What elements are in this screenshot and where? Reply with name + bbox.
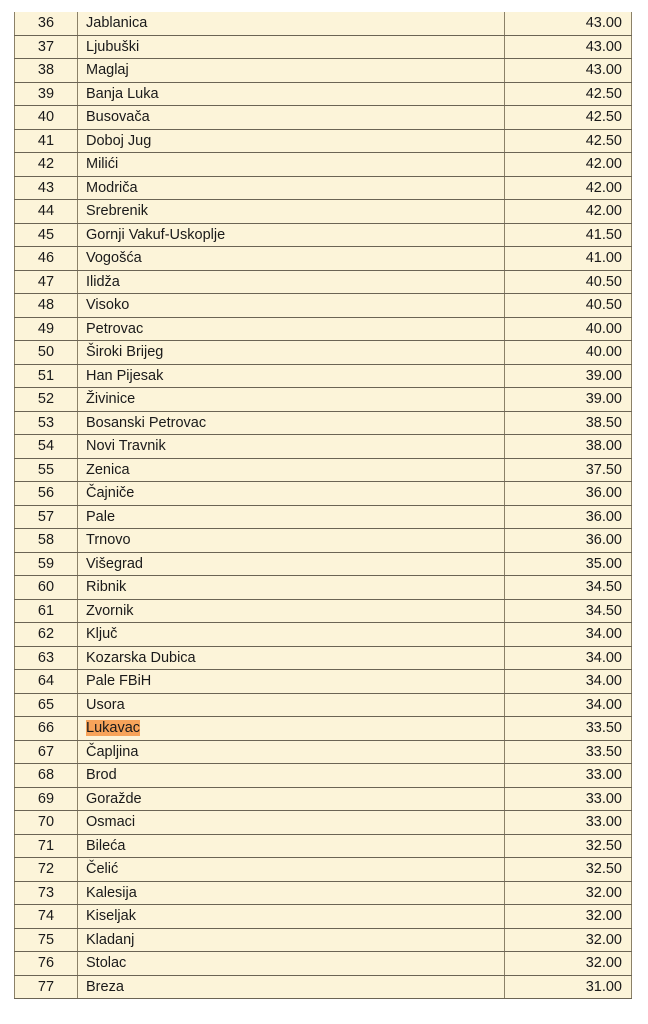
score-cell: 34.50 — [505, 599, 632, 623]
municipality-name: Živinice — [86, 391, 136, 408]
rank-cell: 70 — [15, 811, 78, 835]
municipality-cell — [78, 106, 505, 130]
score-cell: 40.00 — [505, 317, 632, 341]
score-cell: 39.00 — [505, 388, 632, 412]
rank-cell: 67 — [15, 740, 78, 764]
municipality-name: Stolac — [86, 955, 127, 972]
municipality-name: Zenica — [86, 461, 130, 478]
score-cell: 36.00 — [505, 482, 632, 506]
municipality-cell — [78, 717, 505, 741]
rank-cell: 71 — [15, 834, 78, 858]
table-row — [15, 905, 632, 929]
table-row — [15, 200, 632, 224]
rank-cell: 47 — [15, 270, 78, 294]
municipality-name: Kladanj — [86, 931, 135, 948]
municipality-name: Goražde — [86, 790, 142, 807]
table-row — [15, 129, 632, 153]
table-row — [15, 12, 632, 35]
score-cell: 40.00 — [505, 341, 632, 365]
score-cell: 38.50 — [505, 411, 632, 435]
municipality-name: Brod — [86, 767, 117, 784]
municipality-cell — [78, 834, 505, 858]
municipality-name: Trnovo — [86, 532, 131, 549]
municipality-cell — [78, 529, 505, 553]
table-row — [15, 505, 632, 529]
municipality-name: Breza — [86, 978, 124, 995]
table-row — [15, 717, 632, 741]
municipality-name: Milići — [86, 156, 119, 173]
municipality-cell — [78, 270, 505, 294]
table-row — [15, 975, 632, 999]
municipality-name: Pale — [86, 508, 116, 525]
table-row — [15, 341, 632, 365]
municipality-cell — [78, 482, 505, 506]
municipality-cell — [78, 411, 505, 435]
table-row — [15, 552, 632, 576]
municipality-cell — [78, 12, 505, 35]
score-cell: 39.00 — [505, 364, 632, 388]
table-row — [15, 646, 632, 670]
municipality-cell — [78, 975, 505, 999]
ranking-table — [14, 12, 632, 999]
rank-cell: 41 — [15, 129, 78, 153]
score-cell: 42.50 — [505, 129, 632, 153]
municipality-cell — [78, 740, 505, 764]
municipality-name: Maglaj — [86, 62, 129, 79]
table-row — [15, 858, 632, 882]
municipality-cell — [78, 364, 505, 388]
municipality-name: Kiseljak — [86, 908, 136, 925]
municipality-cell — [78, 811, 505, 835]
rank-cell: 77 — [15, 975, 78, 999]
municipality-cell — [78, 294, 505, 318]
highlighted-municipality-name: Lukavac — [86, 720, 141, 737]
municipality-cell — [78, 505, 505, 529]
municipality-cell — [78, 952, 505, 976]
table-row — [15, 153, 632, 177]
table-row — [15, 881, 632, 905]
municipality-cell — [78, 35, 505, 59]
table-row — [15, 223, 632, 247]
municipality-cell — [78, 881, 505, 905]
municipality-name: Kozarska Dubica — [86, 649, 196, 666]
rank-cell: 39 — [15, 82, 78, 106]
municipality-cell — [78, 646, 505, 670]
municipality-name: Pale FBiH — [86, 673, 152, 690]
table-row — [15, 740, 632, 764]
score-cell: 36.00 — [505, 505, 632, 529]
table-row — [15, 388, 632, 412]
municipality-name: Bosanski Petrovac — [86, 414, 207, 431]
municipality-cell — [78, 623, 505, 647]
municipality-cell — [78, 787, 505, 811]
table-row — [15, 693, 632, 717]
rank-cell: 53 — [15, 411, 78, 435]
municipality-name: Han Pijesak — [86, 367, 164, 384]
score-cell: 32.00 — [505, 928, 632, 952]
municipality-cell — [78, 153, 505, 177]
score-cell: 42.00 — [505, 153, 632, 177]
rank-cell: 54 — [15, 435, 78, 459]
municipality-name: Višegrad — [86, 555, 143, 572]
score-cell: 34.50 — [505, 576, 632, 600]
municipality-cell — [78, 59, 505, 83]
rank-cell: 38 — [15, 59, 78, 83]
score-cell: 34.00 — [505, 693, 632, 717]
municipality-cell — [78, 129, 505, 153]
rank-cell: 68 — [15, 764, 78, 788]
municipality-name: Gornji Vakuf-Uskoplje — [86, 226, 226, 243]
table-row — [15, 411, 632, 435]
table-row — [15, 928, 632, 952]
municipality-name: Vogošća — [86, 250, 142, 267]
score-cell: 43.00 — [505, 12, 632, 35]
rank-cell: 60 — [15, 576, 78, 600]
score-cell: 43.00 — [505, 59, 632, 83]
municipality-name: Ribnik — [86, 579, 127, 596]
rank-cell: 57 — [15, 505, 78, 529]
rank-cell: 69 — [15, 787, 78, 811]
municipality-cell — [78, 82, 505, 106]
rank-cell: 37 — [15, 35, 78, 59]
score-cell: 40.50 — [505, 294, 632, 318]
municipality-cell — [78, 552, 505, 576]
score-cell: 34.00 — [505, 623, 632, 647]
ranking-table-body — [15, 12, 632, 999]
table-row — [15, 294, 632, 318]
rank-cell: 46 — [15, 247, 78, 271]
municipality-name: Jablanica — [86, 15, 148, 32]
score-cell: 33.00 — [505, 787, 632, 811]
rank-cell: 61 — [15, 599, 78, 623]
rank-cell: 45 — [15, 223, 78, 247]
rank-cell: 74 — [15, 905, 78, 929]
rank-cell: 63 — [15, 646, 78, 670]
table-row — [15, 106, 632, 130]
table-row — [15, 952, 632, 976]
score-cell: 36.00 — [505, 529, 632, 553]
score-cell: 31.00 — [505, 975, 632, 999]
table-row — [15, 59, 632, 83]
rank-cell: 64 — [15, 670, 78, 694]
municipality-cell — [78, 764, 505, 788]
table-row — [15, 576, 632, 600]
municipality-name: Ilidža — [86, 273, 120, 290]
municipality-cell — [78, 435, 505, 459]
score-cell: 33.50 — [505, 740, 632, 764]
rank-cell: 48 — [15, 294, 78, 318]
municipality-cell — [78, 576, 505, 600]
table-row — [15, 764, 632, 788]
score-cell: 34.00 — [505, 670, 632, 694]
score-cell: 41.00 — [505, 247, 632, 271]
municipality-name: Bileća — [86, 837, 126, 854]
municipality-name: Novi Travnik — [86, 438, 166, 455]
municipality-cell — [78, 928, 505, 952]
score-cell: 32.50 — [505, 858, 632, 882]
municipality-name: Čelić — [86, 861, 119, 878]
municipality-cell — [78, 388, 505, 412]
table-row — [15, 317, 632, 341]
score-cell: 41.50 — [505, 223, 632, 247]
municipality-cell — [78, 858, 505, 882]
score-cell: 32.00 — [505, 881, 632, 905]
table-row — [15, 787, 632, 811]
rank-cell: 76 — [15, 952, 78, 976]
municipality-name: Visoko — [86, 297, 130, 314]
municipality-cell — [78, 223, 505, 247]
rank-cell: 72 — [15, 858, 78, 882]
municipality-cell — [78, 247, 505, 271]
score-cell: 37.50 — [505, 458, 632, 482]
score-cell: 32.00 — [505, 905, 632, 929]
municipality-name: Zvornik — [86, 602, 134, 619]
municipality-name: Busovača — [86, 109, 150, 126]
municipality-cell — [78, 599, 505, 623]
table-row — [15, 270, 632, 294]
table-row — [15, 35, 632, 59]
municipality-cell — [78, 200, 505, 224]
table-row — [15, 834, 632, 858]
rank-cell: 73 — [15, 881, 78, 905]
municipality-cell — [78, 176, 505, 200]
table-row — [15, 247, 632, 271]
rank-cell: 52 — [15, 388, 78, 412]
table-row — [15, 811, 632, 835]
score-cell: 32.50 — [505, 834, 632, 858]
table-row — [15, 599, 632, 623]
score-cell: 42.00 — [505, 176, 632, 200]
rank-cell: 58 — [15, 529, 78, 553]
rank-cell: 36 — [15, 12, 78, 35]
municipality-cell — [78, 670, 505, 694]
municipality-cell — [78, 317, 505, 341]
score-cell: 32.00 — [505, 952, 632, 976]
score-cell: 38.00 — [505, 435, 632, 459]
table-row — [15, 364, 632, 388]
rank-cell: 44 — [15, 200, 78, 224]
score-cell: 33.00 — [505, 764, 632, 788]
rank-cell: 50 — [15, 341, 78, 365]
municipality-name: Čapljina — [86, 743, 139, 760]
municipality-cell — [78, 458, 505, 482]
rank-cell: 66 — [15, 717, 78, 741]
rank-cell: 56 — [15, 482, 78, 506]
municipality-name: Ključ — [86, 626, 118, 643]
score-cell: 42.50 — [505, 106, 632, 130]
score-cell: 34.00 — [505, 646, 632, 670]
municipality-name: Široki Brijeg — [86, 344, 164, 361]
rank-cell: 42 — [15, 153, 78, 177]
table-row — [15, 458, 632, 482]
municipality-cell — [78, 905, 505, 929]
municipality-name: Ljubuški — [86, 38, 140, 55]
score-cell: 35.00 — [505, 552, 632, 576]
table-row — [15, 623, 632, 647]
municipality-name: Doboj Jug — [86, 132, 152, 149]
table-row — [15, 482, 632, 506]
municipality-name: Srebrenik — [86, 203, 149, 220]
municipality-name: Modriča — [86, 179, 138, 196]
rank-cell: 59 — [15, 552, 78, 576]
score-cell: 40.50 — [505, 270, 632, 294]
municipality-cell — [78, 341, 505, 365]
table-row — [15, 529, 632, 553]
score-cell: 42.00 — [505, 200, 632, 224]
score-cell: 43.00 — [505, 35, 632, 59]
rank-cell: 62 — [15, 623, 78, 647]
table-row — [15, 435, 632, 459]
municipality-name: Petrovac — [86, 320, 144, 337]
score-cell: 33.50 — [505, 717, 632, 741]
score-cell: 33.00 — [505, 811, 632, 835]
score-cell: 42.50 — [505, 82, 632, 106]
municipality-name: Osmaci — [86, 814, 136, 831]
rank-cell: 55 — [15, 458, 78, 482]
municipality-name: Banja Luka — [86, 85, 159, 102]
municipality-cell — [78, 693, 505, 717]
municipality-name: Čajniče — [86, 485, 135, 502]
rank-cell: 49 — [15, 317, 78, 341]
table-row — [15, 670, 632, 694]
municipality-name: Usora — [86, 696, 125, 713]
table-row — [15, 176, 632, 200]
rank-cell: 65 — [15, 693, 78, 717]
rank-cell: 51 — [15, 364, 78, 388]
municipality-name: Kalesija — [86, 884, 137, 901]
rank-cell: 43 — [15, 176, 78, 200]
rank-cell: 75 — [15, 928, 78, 952]
rank-cell: 40 — [15, 106, 78, 130]
table-row — [15, 82, 632, 106]
